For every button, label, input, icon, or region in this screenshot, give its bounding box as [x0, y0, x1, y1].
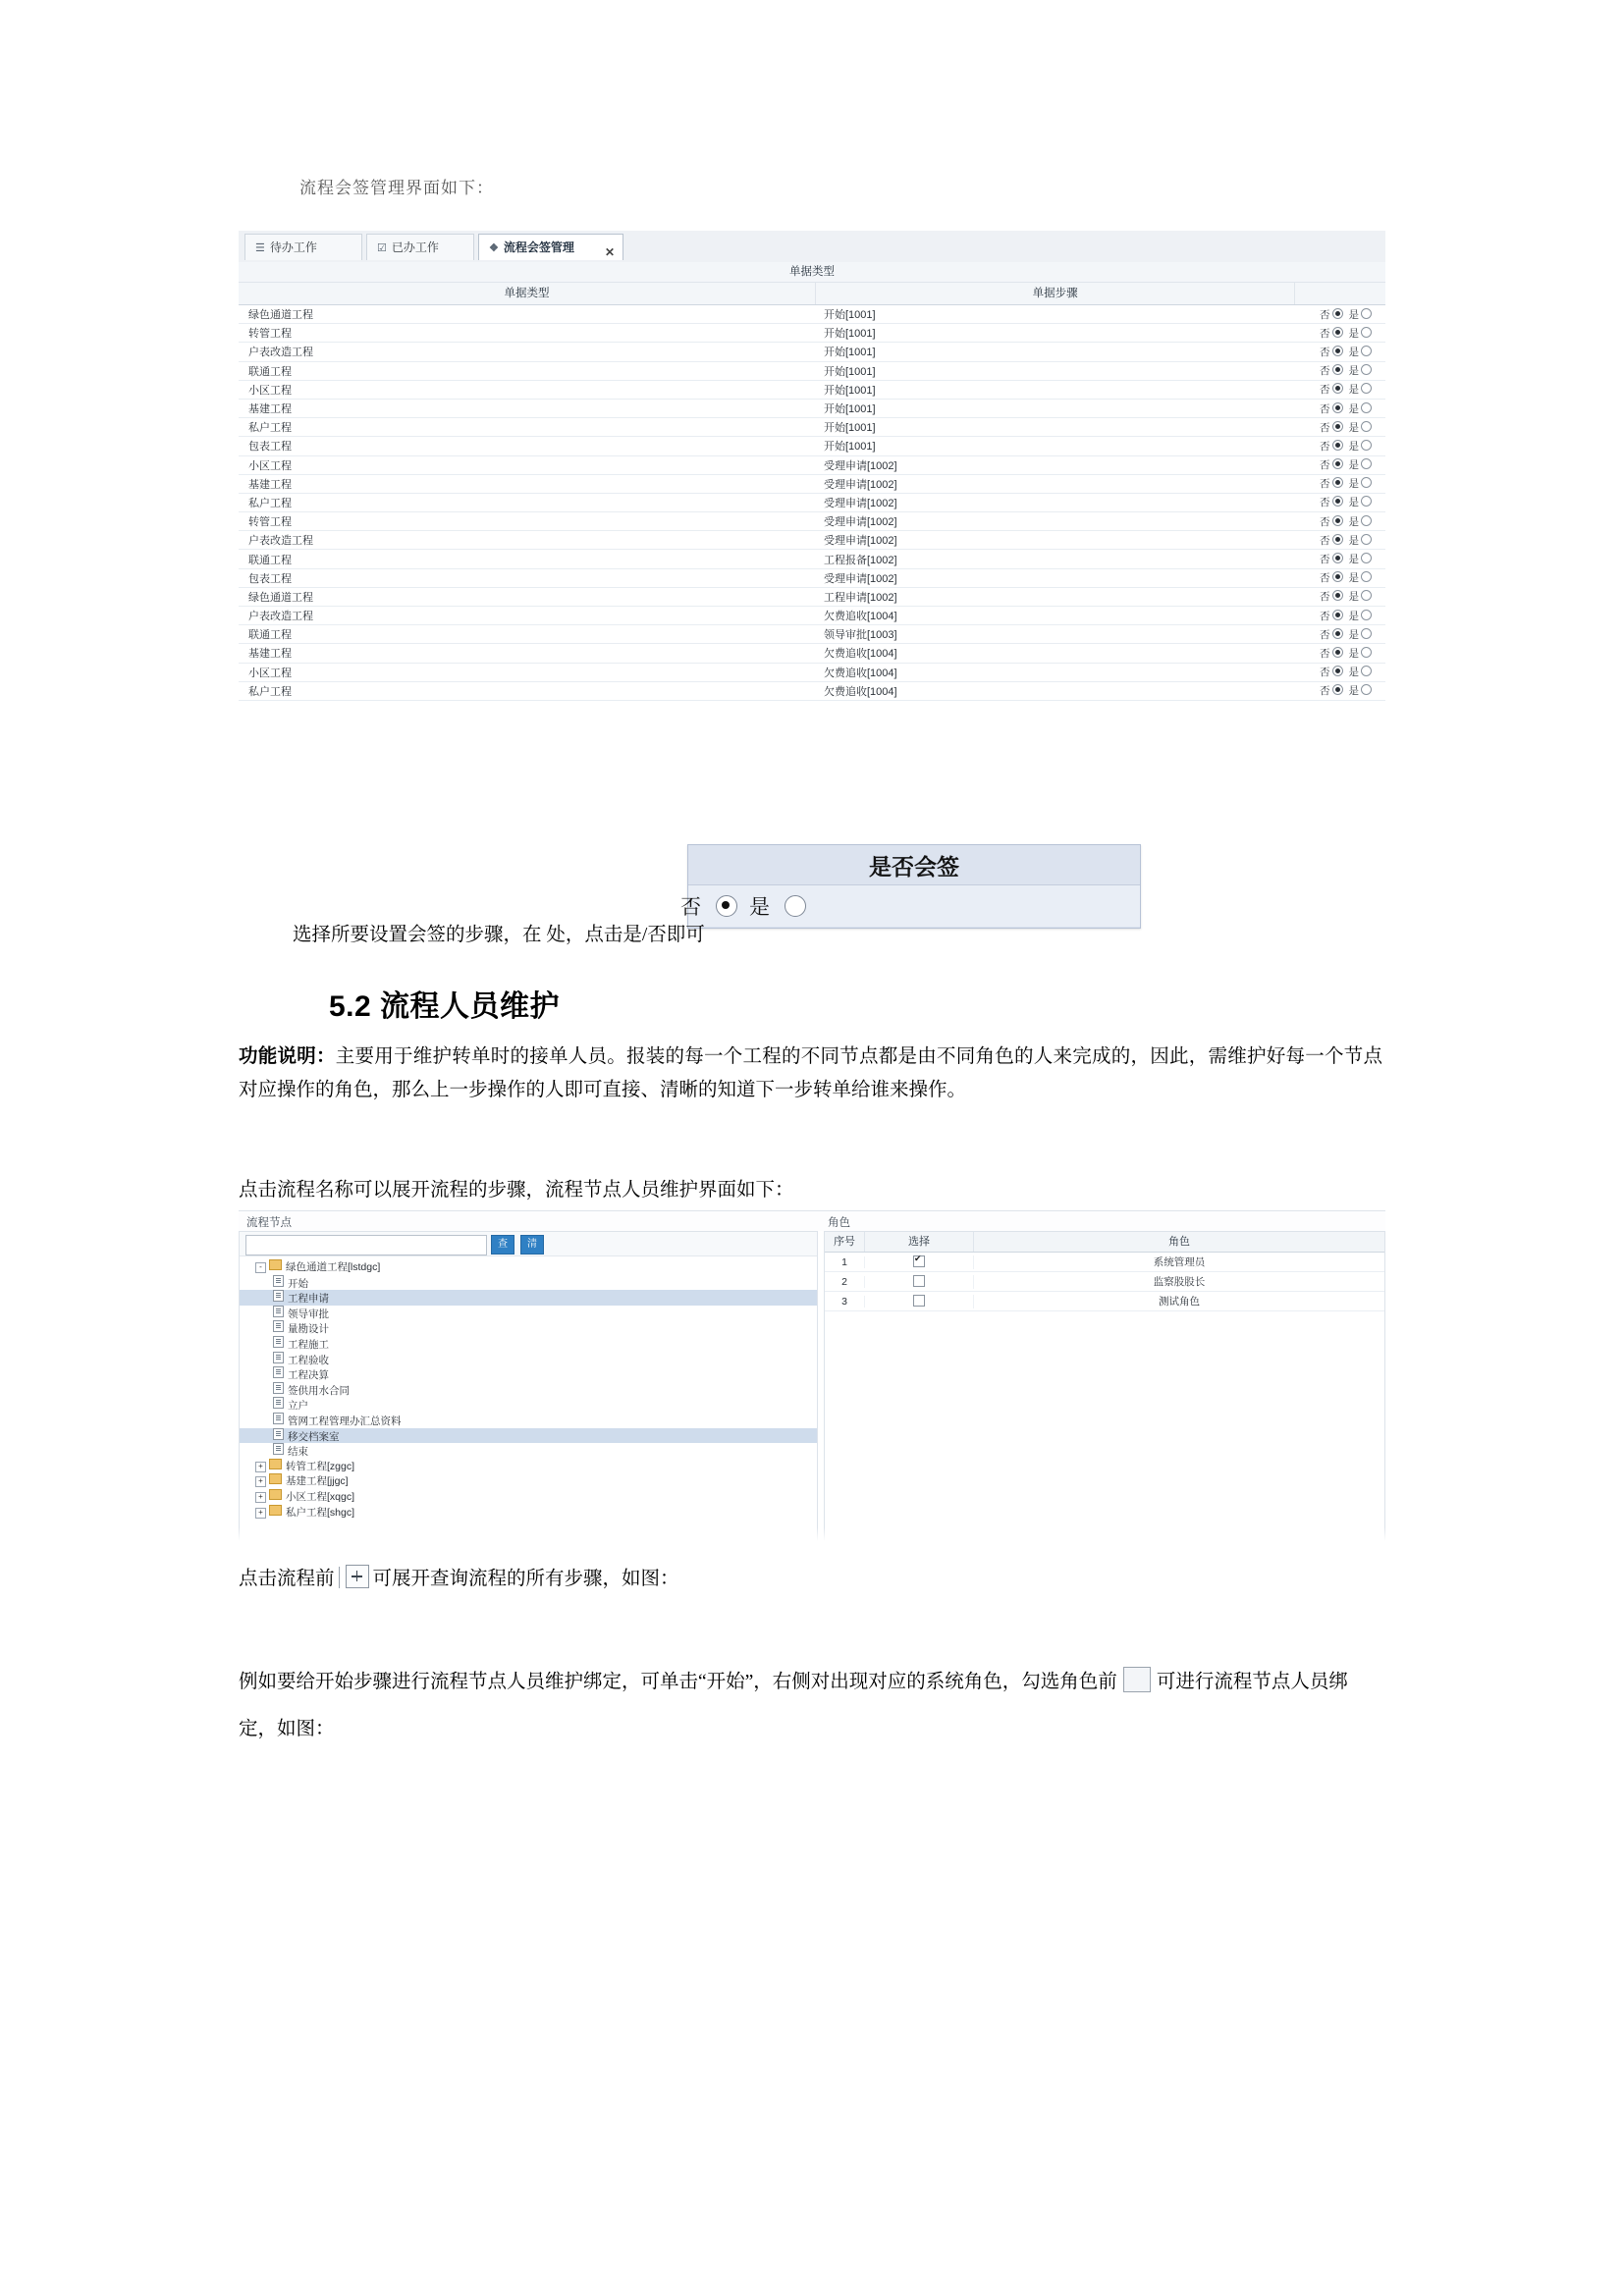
- cell-type: 联通工程: [248, 365, 292, 378]
- role-list-body: [825, 1253, 1384, 1311]
- radio-no-label: 否: [1320, 572, 1330, 585]
- table-row[interactable]: [239, 644, 1385, 663]
- radio-yes[interactable]: [1361, 515, 1372, 526]
- tree-node[interactable]: [240, 1505, 817, 1521]
- radio-yes-label: 是: [1348, 402, 1359, 415]
- cell-step: 欠费追收[1004]: [824, 685, 897, 698]
- radio-yes-label: 是: [1348, 327, 1359, 340]
- cell-type: 转管工程: [248, 516, 292, 529]
- tree-node[interactable]: [240, 1443, 817, 1459]
- radio-no-label: 否: [1320, 667, 1330, 679]
- cell-step: 受理申请[1002]: [824, 572, 897, 585]
- tree-node-label: 小区工程[xqgc]: [286, 1490, 355, 1503]
- plus-expander-icon[interactable]: +: [255, 1492, 266, 1503]
- tree-search-button[interactable]: 查: [491, 1235, 514, 1255]
- example-instruction-pre: 例如要给开始步骤进行流程节点人员维护绑定，可单击“开始”，右侧对出现对应的系统角色，勾选角色前: [239, 1672, 1117, 1692]
- process-node-tree-panel: [239, 1231, 818, 1545]
- callout-no-label: 否: [680, 896, 701, 919]
- table-row[interactable]: [239, 531, 1385, 550]
- radio-no[interactable]: [1332, 571, 1343, 582]
- radio-no[interactable]: [1332, 327, 1343, 338]
- radio-yes[interactable]: [1361, 346, 1372, 356]
- tab-done-work-label: 已办工作: [391, 240, 439, 254]
- column-header-type: 单据类型: [239, 283, 816, 304]
- screenshot-bottom-fade: [239, 802, 1385, 828]
- tree-node[interactable]: [240, 1459, 817, 1474]
- cell-step: 受理申请[1002]: [824, 459, 897, 472]
- tree-node-label: 领导审批: [288, 1308, 329, 1320]
- cell-countersign-radios[interactable]: [1295, 514, 1385, 529]
- radio-no-label: 否: [1320, 478, 1330, 491]
- tree-node[interactable]: [240, 1336, 817, 1352]
- callout-yes-radio[interactable]: [785, 895, 806, 917]
- radio-no-label: 否: [1320, 327, 1330, 340]
- role-list-panel: [824, 1231, 1385, 1545]
- radio-no[interactable]: [1332, 308, 1343, 319]
- radio-yes[interactable]: [1361, 383, 1372, 394]
- radio-yes[interactable]: [1361, 571, 1372, 582]
- role-column-select: 选择: [865, 1232, 974, 1252]
- cell-type: 基建工程: [248, 478, 292, 491]
- cell-step: 受理申请[1002]: [824, 535, 897, 548]
- cell-countersign-radios[interactable]: [1295, 382, 1385, 397]
- document-icon: [273, 1428, 284, 1440]
- cell-step: 受理申请[1002]: [824, 516, 897, 529]
- cell-countersign-radios[interactable]: [1295, 476, 1385, 491]
- screenshot-countersign-management: [239, 179, 1385, 828]
- role-row[interactable]: [825, 1292, 1384, 1311]
- role-row[interactable]: [825, 1272, 1384, 1292]
- inline-divider: [339, 1567, 340, 1588]
- plus-expander-icon[interactable]: +: [255, 1508, 266, 1519]
- document-icon: [273, 1413, 284, 1424]
- function-description-paragraph: [239, 1041, 1382, 1107]
- tree-node[interactable]: [240, 1352, 817, 1367]
- cell-step: 开始[1001]: [824, 384, 876, 397]
- radio-no-label: 否: [1320, 421, 1330, 434]
- radio-no[interactable]: [1332, 684, 1343, 695]
- radio-yes-label: 是: [1348, 572, 1359, 585]
- radio-yes-label: 是: [1348, 497, 1359, 509]
- cell-step: 欠费追收[1004]: [824, 648, 897, 661]
- tab-bar: [239, 231, 1385, 263]
- tree-node[interactable]: [240, 1397, 817, 1413]
- table-row[interactable]: [239, 550, 1385, 568]
- example-instruction-post: 可进行流程节点人员绑定，如图：: [239, 1672, 1348, 1739]
- cell-step: 受理申请[1002]: [824, 478, 897, 491]
- role-name: 系统管理员: [1153, 1256, 1206, 1268]
- callout-no-radio[interactable]: [716, 895, 737, 917]
- radio-no-label: 否: [1320, 365, 1330, 378]
- radio-no-label: 否: [1320, 515, 1330, 528]
- role-row[interactable]: [825, 1253, 1384, 1272]
- radio-no-label: 否: [1320, 554, 1330, 566]
- tree-node[interactable]: [240, 1382, 817, 1398]
- cropped-heading-text: 流程会签管理界面如下：: [299, 179, 494, 197]
- radio-yes-label: 是: [1348, 365, 1359, 378]
- cell-step: 开始[1001]: [824, 365, 876, 378]
- tree-node[interactable]: [240, 1428, 817, 1444]
- radio-no[interactable]: [1332, 383, 1343, 394]
- plus-expander-icon[interactable]: [346, 1565, 369, 1588]
- cell-countersign-radios[interactable]: [1295, 401, 1385, 416]
- document-icon: [273, 1397, 284, 1409]
- grid-body: [239, 305, 1385, 701]
- radio-no-label: 否: [1320, 497, 1330, 509]
- cell-countersign-radios[interactable]: [1295, 609, 1385, 623]
- column-header-step: 单据步骤: [816, 283, 1295, 304]
- radio-no[interactable]: [1332, 346, 1343, 356]
- folder-icon: [269, 1459, 282, 1469]
- radio-no[interactable]: [1332, 496, 1343, 507]
- radio-no[interactable]: [1332, 458, 1343, 469]
- folder-icon: [269, 1505, 282, 1516]
- cell-step: 开始[1001]: [824, 422, 876, 435]
- cell-type: 小区工程: [248, 384, 292, 397]
- table-row[interactable]: [239, 588, 1385, 607]
- radio-yes[interactable]: [1361, 440, 1372, 451]
- role-select-cell[interactable]: [865, 1295, 974, 1308]
- tree-node[interactable]: [240, 1473, 817, 1489]
- table-row[interactable]: [239, 381, 1385, 400]
- cell-type: 绿色通道工程: [248, 591, 313, 604]
- tree-node[interactable]: [240, 1275, 817, 1291]
- role-index: 3: [825, 1296, 865, 1308]
- cell-step: 领导审批[1003]: [824, 629, 897, 642]
- expand-instruction-paragraph: [239, 1563, 1382, 1596]
- cell-type: 基建工程: [248, 403, 292, 416]
- radio-no-label: 否: [1320, 610, 1330, 622]
- radio-no-label: 否: [1320, 346, 1330, 358]
- cell-countersign-radios[interactable]: [1295, 627, 1385, 642]
- radio-yes[interactable]: [1361, 308, 1372, 319]
- cell-type: 小区工程: [248, 459, 292, 472]
- table-row[interactable]: [239, 607, 1385, 625]
- table-row[interactable]: [239, 494, 1385, 512]
- tree-node[interactable]: [240, 1259, 817, 1275]
- radio-no[interactable]: [1332, 628, 1343, 639]
- document-icon: [273, 1275, 284, 1287]
- tree-node-label: 转管工程[zggc]: [286, 1460, 355, 1472]
- radio-no-label: 否: [1320, 647, 1330, 660]
- example-instruction-paragraph: [239, 1659, 1382, 1753]
- cell-step: 欠费追收[1004]: [824, 611, 897, 623]
- radio-no-label: 否: [1320, 402, 1330, 415]
- role-select-cell[interactable]: [865, 1275, 974, 1289]
- radio-yes[interactable]: [1361, 628, 1372, 639]
- cell-countersign-radios[interactable]: [1295, 326, 1385, 341]
- callout-yes-label: 是: [749, 896, 770, 919]
- table-row[interactable]: [239, 625, 1385, 644]
- radio-yes-label: 是: [1348, 610, 1359, 622]
- screenshot-process-node-role: [239, 1210, 1385, 1545]
- table-row[interactable]: [239, 400, 1385, 418]
- role-column-index: 序号: [825, 1232, 865, 1252]
- radio-yes[interactable]: [1361, 421, 1372, 432]
- folder-icon: [269, 1489, 282, 1500]
- cell-step: 工程报备[1002]: [824, 554, 897, 566]
- radio-no[interactable]: [1332, 515, 1343, 526]
- tab-pending-work[interactable]: [244, 234, 362, 260]
- cell-countersign-radios[interactable]: [1295, 570, 1385, 585]
- table-row[interactable]: [239, 305, 1385, 324]
- cell-type: 私户工程: [248, 497, 292, 509]
- cell-countersign-radios[interactable]: [1295, 552, 1385, 566]
- section-heading-5-2: 5.2 流程人员维护: [329, 990, 561, 1023]
- cell-countersign-radios[interactable]: [1295, 439, 1385, 454]
- radio-no[interactable]: [1332, 553, 1343, 563]
- cell-step: 受理申请[1002]: [824, 497, 897, 509]
- radio-yes-label: 是: [1348, 346, 1359, 358]
- cell-countersign-radios[interactable]: [1295, 683, 1385, 698]
- role-checkbox[interactable]: [913, 1275, 925, 1287]
- document-icon: [273, 1320, 284, 1332]
- radio-no[interactable]: [1332, 666, 1343, 676]
- radio-yes[interactable]: [1361, 666, 1372, 676]
- tree-node-label: 工程施工: [288, 1338, 329, 1351]
- cell-type: 联通工程: [248, 554, 292, 566]
- radio-no-label: 否: [1320, 591, 1330, 604]
- radio-yes[interactable]: [1361, 327, 1372, 338]
- plus-expander-icon[interactable]: +: [255, 1462, 266, 1472]
- tree-node-label: 立户: [288, 1400, 308, 1413]
- role-index: 2: [825, 1276, 865, 1288]
- radio-no[interactable]: [1332, 610, 1343, 620]
- radio-yes[interactable]: [1361, 402, 1372, 413]
- tree-search-input[interactable]: [245, 1235, 487, 1255]
- cell-step: 工程申请[1002]: [824, 591, 897, 604]
- tree-toolbar: [240, 1232, 817, 1256]
- grid-header-row: [239, 283, 1385, 305]
- radio-yes-label: 是: [1348, 515, 1359, 528]
- function-description-text: 主要用于维护转单时的接单人员。报装的每一个工程的不同节点都是由不同角色的人来完成的，因此，需维护好每一个节点对应操作的角色，那么上一步操作的人即可直接、清晰的知道下一步转单给谁来操作。: [239, 1046, 1382, 1100]
- radio-no[interactable]: [1332, 534, 1343, 545]
- table-row[interactable]: [239, 437, 1385, 455]
- radio-no[interactable]: [1332, 440, 1343, 451]
- radio-no-label: 否: [1320, 459, 1330, 472]
- cell-countersign-radios[interactable]: [1295, 495, 1385, 509]
- cell-type: 户表改造工程: [248, 611, 313, 623]
- column-header-action: [1295, 283, 1385, 304]
- screenshot-top-strip: [239, 179, 1385, 231]
- radio-yes-label: 是: [1348, 628, 1359, 641]
- radio-yes-label: 是: [1348, 647, 1359, 660]
- radio-no-label: 否: [1320, 384, 1330, 397]
- click-instruction-paragraph: 点击流程名称可以展开流程的步骤，流程节点人员维护界面如下：: [239, 1180, 794, 1201]
- cell-step: 开始[1001]: [824, 403, 876, 416]
- radio-no-label: 否: [1320, 685, 1330, 698]
- panel-label-role: 角色: [828, 1217, 850, 1229]
- cell-type: 小区工程: [248, 667, 292, 679]
- role-select-cell[interactable]: [865, 1255, 974, 1269]
- radio-yes-label: 是: [1348, 478, 1359, 491]
- radio-no[interactable]: [1332, 477, 1343, 488]
- role-index: 1: [825, 1256, 865, 1268]
- tree-node-label: 工程决算: [288, 1369, 329, 1382]
- tab-countersign-management[interactable]: [478, 234, 623, 260]
- cell-countersign-radios[interactable]: [1295, 589, 1385, 604]
- cell-type: 户表改造工程: [248, 535, 313, 548]
- table-row[interactable]: [239, 475, 1385, 494]
- cell-type: 绿色通道工程: [248, 309, 313, 322]
- tree-node-label: 管网工程管理办汇总资料: [288, 1415, 402, 1427]
- radio-yes[interactable]: [1361, 496, 1372, 507]
- document-icon: [273, 1366, 284, 1378]
- tree-node-label: 基建工程[jjgc]: [286, 1475, 349, 1488]
- radio-yes[interactable]: [1361, 534, 1372, 545]
- role-header-row: [825, 1232, 1384, 1253]
- tab-done-work[interactable]: [366, 234, 474, 260]
- tree-node-label: 工程申请: [288, 1293, 329, 1306]
- radio-no[interactable]: [1332, 402, 1343, 413]
- radio-no[interactable]: [1332, 590, 1343, 601]
- tree-node-label: 开始: [288, 1277, 308, 1290]
- radio-yes-label: 是: [1348, 459, 1359, 472]
- cell-step: 开始[1001]: [824, 347, 876, 359]
- table-row[interactable]: [239, 569, 1385, 588]
- document-icon: [273, 1306, 284, 1317]
- radio-yes[interactable]: [1361, 364, 1372, 375]
- radio-no-label: 否: [1320, 534, 1330, 547]
- tree-node-label: 结束: [288, 1446, 308, 1459]
- table-row[interactable]: [239, 362, 1385, 381]
- cell-type: 户表改造工程: [248, 347, 313, 359]
- document-icon: [273, 1443, 284, 1455]
- radio-no[interactable]: [1332, 647, 1343, 658]
- tree-node[interactable]: [240, 1489, 817, 1505]
- role-checkbox[interactable]: [913, 1295, 925, 1307]
- table-row[interactable]: [239, 418, 1385, 437]
- flow-icon: ❖: [489, 242, 499, 254]
- cell-countersign-radios[interactable]: [1295, 307, 1385, 322]
- role-name: 监察股股长: [1153, 1276, 1206, 1288]
- tree-node-label: 绿色通道工程[lstdgc]: [286, 1261, 381, 1273]
- cell-step: 欠费追收[1004]: [824, 667, 897, 679]
- cell-type: 包表工程: [248, 572, 292, 585]
- cell-type: 包表工程: [248, 441, 292, 454]
- tree-node-label: 签供用水合同: [288, 1384, 350, 1397]
- expand-instruction-post: 可展开查询流程的所有步骤，如图：: [372, 1569, 679, 1589]
- radio-yes[interactable]: [1361, 553, 1372, 563]
- panel-label-process-node: 流程节点: [246, 1217, 292, 1229]
- process-node-tree: [240, 1255, 817, 1520]
- cell-type: 基建工程: [248, 648, 292, 661]
- role-column-role: 角色: [1168, 1236, 1190, 1248]
- tree-node-label: 移交档案室: [288, 1430, 340, 1443]
- countersign-grid: [239, 262, 1385, 828]
- cell-countersign-radios[interactable]: [1295, 457, 1385, 472]
- radio-yes-label: 是: [1348, 667, 1359, 679]
- expand-instruction-pre: 点击流程前: [239, 1569, 335, 1589]
- checkbox-icon[interactable]: [1123, 1667, 1151, 1692]
- check-icon: ☑: [377, 242, 387, 254]
- plus-expander-icon[interactable]: +: [255, 1476, 266, 1487]
- radio-yes[interactable]: [1361, 684, 1372, 695]
- radio-no-label: 否: [1320, 308, 1330, 321]
- tab-countersign-management-label: 流程会签管理: [503, 240, 574, 254]
- cell-type: 转管工程: [248, 328, 292, 341]
- tree-node[interactable]: [240, 1320, 817, 1336]
- cell-countersign-radios[interactable]: [1295, 646, 1385, 661]
- grid-title: 单据类型: [239, 262, 1385, 283]
- radio-yes-label: 是: [1348, 421, 1359, 434]
- table-row[interactable]: [239, 682, 1385, 701]
- radio-yes[interactable]: [1361, 647, 1372, 658]
- function-description-label: 功能说明：: [239, 1046, 336, 1067]
- countersign-callout: [680, 844, 1141, 929]
- table-row[interactable]: [239, 456, 1385, 475]
- list-icon: ☰: [255, 242, 265, 254]
- document-icon: [273, 1382, 284, 1394]
- radio-yes[interactable]: [1361, 610, 1372, 620]
- screenshot2-header-bar: [239, 1211, 1385, 1231]
- callout-title: 是否会签: [869, 854, 959, 880]
- cell-step: 开始[1001]: [824, 441, 876, 454]
- radio-yes-label: 是: [1348, 384, 1359, 397]
- cell-countersign-radios[interactable]: [1295, 533, 1385, 548]
- close-icon[interactable]: ✕: [604, 245, 615, 259]
- radio-yes-label: 是: [1348, 685, 1359, 698]
- radio-yes[interactable]: [1361, 477, 1372, 488]
- caption-paragraph-1: 选择所要设置会签的步骤，在 处，点击是/否即可: [293, 925, 705, 945]
- radio-yes[interactable]: [1361, 590, 1372, 601]
- radio-yes-label: 是: [1348, 554, 1359, 566]
- table-row[interactable]: [239, 324, 1385, 343]
- radio-yes[interactable]: [1361, 458, 1372, 469]
- document-icon: [273, 1352, 284, 1363]
- document-icon: [273, 1290, 284, 1302]
- radio-yes-label: 是: [1348, 591, 1359, 604]
- radio-yes-label: 是: [1348, 440, 1359, 453]
- radio-no-label: 否: [1320, 440, 1330, 453]
- folder-icon: [269, 1473, 282, 1484]
- document-icon: [273, 1336, 284, 1348]
- cell-countersign-radios[interactable]: [1295, 363, 1385, 378]
- radio-no[interactable]: [1332, 364, 1343, 375]
- cell-step: 开始[1001]: [824, 328, 876, 341]
- tab-pending-work-label: 待办工作: [269, 240, 317, 254]
- radio-yes-label: 是: [1348, 308, 1359, 321]
- role-name: 测试角色: [1159, 1296, 1200, 1308]
- cell-countersign-radios[interactable]: [1295, 665, 1385, 679]
- tree-node-label: 私户工程[shgc]: [286, 1506, 355, 1519]
- tree-node-label: 工程验收: [288, 1354, 329, 1366]
- table-row[interactable]: [239, 343, 1385, 361]
- tree-node-label: 量勘设计: [288, 1323, 329, 1336]
- tree-node[interactable]: [240, 1290, 817, 1306]
- radio-no[interactable]: [1332, 421, 1343, 432]
- table-row[interactable]: [239, 512, 1385, 531]
- tree-clear-button[interactable]: 清: [520, 1235, 544, 1255]
- tree-node[interactable]: [240, 1413, 817, 1428]
- radio-yes-label: 是: [1348, 534, 1359, 547]
- radio-no-label: 否: [1320, 628, 1330, 641]
- minus-collapse-icon[interactable]: -: [255, 1262, 266, 1273]
- cell-type: 私户工程: [248, 422, 292, 435]
- cell-type: 私户工程: [248, 685, 292, 698]
- tree-node[interactable]: [240, 1306, 817, 1321]
- folder-icon: [269, 1259, 282, 1270]
- cell-countersign-radios[interactable]: [1295, 420, 1385, 435]
- role-checkbox[interactable]: [913, 1255, 925, 1267]
- cell-countersign-radios[interactable]: [1295, 345, 1385, 359]
- table-row[interactable]: [239, 664, 1385, 682]
- cell-step: 开始[1001]: [824, 309, 876, 322]
- tree-node[interactable]: [240, 1366, 817, 1382]
- cell-type: 联通工程: [248, 629, 292, 642]
